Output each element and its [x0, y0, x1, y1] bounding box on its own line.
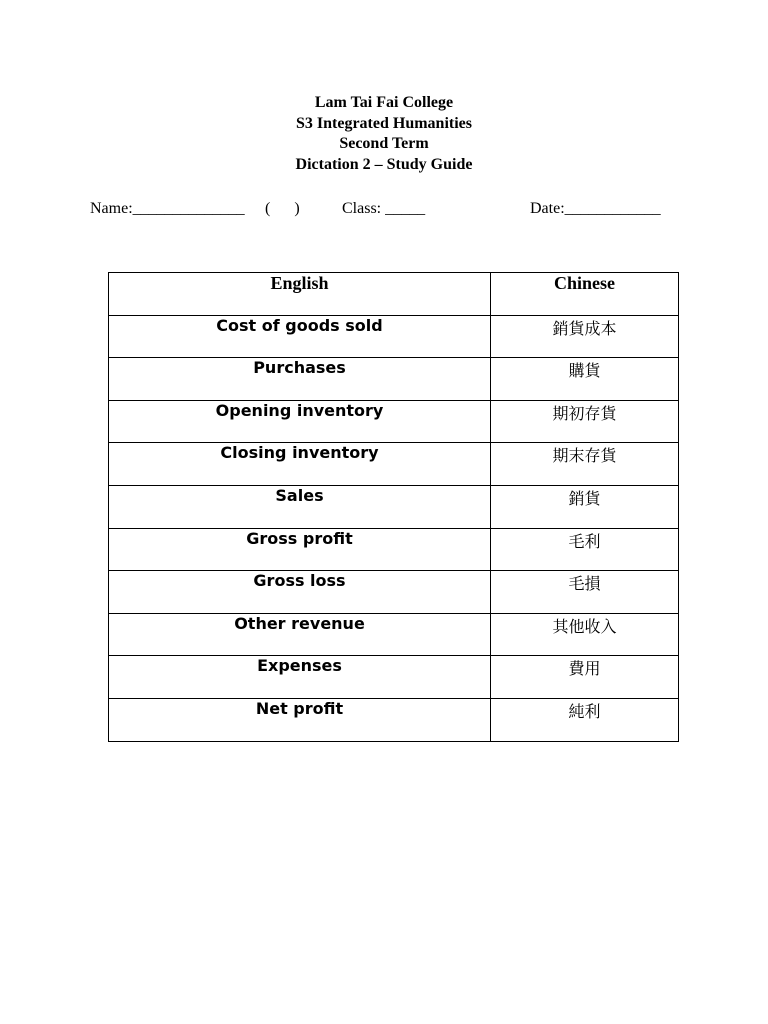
english-term: Other revenue: [109, 613, 491, 656]
table-row: [109, 528, 679, 571]
table-row: [109, 400, 679, 443]
chinese-term: 其他收入: [491, 613, 679, 656]
table-row: [109, 485, 679, 528]
subject-title: S3 Integrated Humanities: [296, 114, 472, 132]
class-field[interactable]: Class: _____: [342, 200, 426, 217]
chinese-term: 期末存貨: [491, 443, 679, 486]
table-row: [109, 315, 679, 358]
english-term: Gross profit: [109, 528, 491, 571]
english-term: Gross loss: [109, 571, 491, 614]
chinese-term: 期初存貨: [491, 400, 679, 443]
document-title: Dictation 2 – Study Guide: [295, 155, 473, 173]
english-term: Net profit: [109, 698, 491, 741]
english-term: Opening inventory: [109, 400, 491, 443]
table-header-row: [109, 273, 679, 316]
table-row: [109, 656, 679, 699]
chinese-term: 費用: [491, 656, 679, 699]
chinese-term: 毛利: [491, 528, 679, 571]
english-term: Sales: [109, 485, 491, 528]
chinese-term: 毛損: [491, 571, 679, 614]
date-field[interactable]: Date:____________: [530, 200, 661, 217]
english-term: Purchases: [109, 358, 491, 401]
table-row: [109, 698, 679, 741]
vocabulary-table: [108, 272, 679, 742]
table-row: [109, 571, 679, 614]
chinese-term: 購貨: [491, 358, 679, 401]
chinese-term: 銷貨: [491, 485, 679, 528]
column-header-chinese: Chinese: [491, 273, 679, 316]
column-header-english: English: [109, 273, 491, 316]
english-term: Cost of goods sold: [109, 315, 491, 358]
table-row: [109, 358, 679, 401]
class-number-field[interactable]: ( ): [265, 200, 300, 217]
table-row: [109, 443, 679, 486]
document-header: [0, 93, 768, 175]
student-info-line: [0, 200, 768, 222]
english-term: Closing inventory: [109, 443, 491, 486]
english-term: Expenses: [109, 656, 491, 699]
name-field[interactable]: Name:______________: [90, 200, 245, 217]
chinese-term: 純利: [491, 698, 679, 741]
table-row: [109, 613, 679, 656]
chinese-term: 銷貨成本: [491, 315, 679, 358]
school-name: Lam Tai Fai College: [314, 94, 454, 111]
term-title: Second Term: [339, 135, 429, 152]
